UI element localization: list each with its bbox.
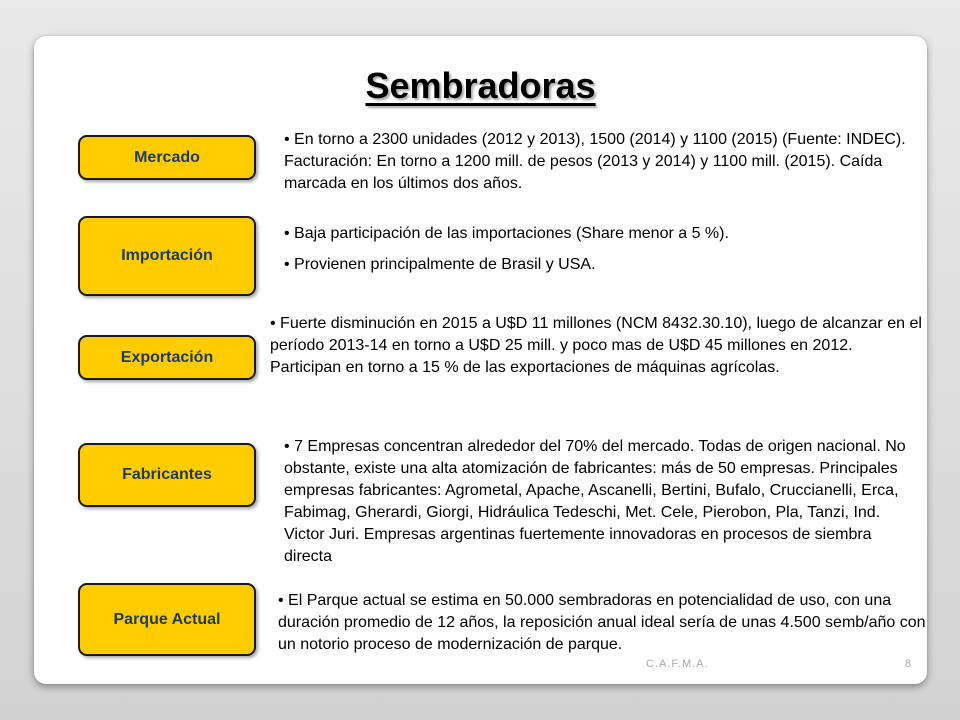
text-exportacion bbox=[270, 313, 922, 379]
label-mercado bbox=[78, 135, 256, 180]
label-parque-actual-text: Parque Actual bbox=[113, 610, 221, 628]
label-mercado-text: Mercado bbox=[134, 148, 200, 166]
label-fabricantes-text: Fabricantes bbox=[122, 466, 212, 483]
bullet-fabricantes-1: • 7 Empresas concentran alrededor del 70% del mercado. Todas de origen nacional. No obstante, existe una alta atomización de fabricantes: más de 50 empresas. Principales empresas fabricantes: Agrometal, Apache, Ascanelli, Bertini, Bufalo, Cruccianelli, Erca, Fabimag, Gherardi, Giorgi, Hidráulica Tedeschi, Met. Cele, Pierobon, Pla, Tanzi, Ind. Victor Juri. Empresas argentinas fuertemente innovadoras en procesos de siembra directa bbox=[284, 438, 906, 565]
label-importacion-text: Importación bbox=[121, 247, 213, 264]
label-parque-actual bbox=[78, 583, 256, 656]
slide-title: Sembradoras bbox=[365, 65, 596, 106]
label-exportacion-text: Exportación bbox=[120, 348, 214, 366]
label-fabricantes bbox=[78, 443, 256, 507]
label-exportacion bbox=[78, 335, 256, 380]
text-mercado bbox=[284, 129, 924, 195]
label-importacion bbox=[78, 216, 256, 296]
footer-organization: C.A.F.M.A. bbox=[646, 658, 709, 670]
bullet-mercado-1: • En torno a 2300 unidades (2012 y 2013), 1500 (2014) y 1100 (2015) (Fuente: INDEC). Facturación: En torno a 1200 mill. de pesos (2013 y 2014) y 1100 mill. (2015). Caída marcada en los últimos dos años. bbox=[284, 131, 906, 192]
slide bbox=[34, 36, 927, 684]
footer-page-number: 8 bbox=[905, 658, 913, 670]
text-fabricantes bbox=[284, 436, 924, 568]
text-importacion bbox=[284, 223, 924, 276]
bullet-parque-actual-1: • El Parque actual se estima en 50.000 sembradoras en potencialidad de uso, con una duración promedio de 12 años, la reposición anual ideal sería de unas 4.500 semb/año con un notorio proceso de modernización de parque. bbox=[278, 592, 926, 653]
bullet-importacion-2: • Provienen principalmente de Brasil y USA. bbox=[284, 256, 596, 273]
bullet-importacion-1: • Baja participación de las importaciones (Share menor a 5 %). bbox=[284, 225, 729, 242]
bullet-exportacion-1: • Fuerte disminución en 2015 a U$D 11 millones (NCM 8432.30.10), luego de alcanzar en el período 2013-14 en torno a U$D 25 mill. y poco mas de U$D 45 millones en 2012. Participan en torno a 15 % de las exportaciones de máquinas agrícolas. bbox=[270, 315, 922, 376]
text-parque-actual bbox=[278, 590, 926, 656]
